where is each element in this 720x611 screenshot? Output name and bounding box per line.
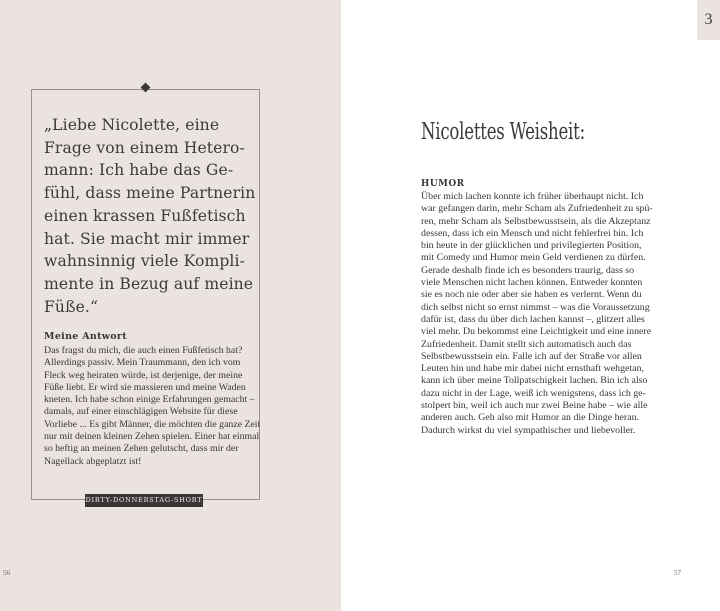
- section-heading: HUMOR: [421, 179, 465, 189]
- reader-question-quote: „Liebe Nicolette, eine Frage von einem Heteromann: Ich habe das Gefühl, dass meine Partnerin einen krassen Fußfetisch hat. Sie macht mir immer wahnsinnig viele Komplimente in Bezug auf meine Füße.“: [44, 116, 256, 316]
- page-number-right: 57: [674, 569, 681, 577]
- chapter-number: 3: [704, 11, 713, 28]
- page-title: Nicolettes Weisheit:: [421, 119, 585, 145]
- answer-heading: Meine Antwort: [44, 331, 127, 342]
- body-text: Über mich lachen konnte ich früher überhaupt nicht. Ich war gefangen darin, mehr Scham als Zufriedenheit zu spüren, mehr Scham als Selbstbewusstsein, als die Akzeptanz dessen, dass ich ein Mensch und nicht fehlerfrei bin. Ich bin heute in der glücklichen und privilegierten Position, mit Comedy und Humor mein Geld verdienen zu dürfen. Gerade deshalb finde ich es besonders traurig, dass so viele Menschen nicht lachen können. Entweder konnten sie es noch nie oder aber sie haben es verlernt. Wenn du dich selbst nicht so ernst nimmst – was die Voraussetzung dafür ist, dass du über dich lachen kannst –, glitzert alles viel mehr. Du bekommst eine Leichtigkeit und eine innere Zufriedenheit. Damit stellt sich automatisch auch das Selbstbewusstsein ein. Falle ich auf der Straße vor allen Leuten hin und habe mir dabei nicht ernsthaft wehgetan, kann ich über meine Tollpatschigkeit lachen. Bin ich also dazu nicht in der Lage, weiß ich wenigstens, dass ich gestolpert bin, weil ich auch nur zwei Beine habe – wie alle anderen auch. Geh also mit Humor an die Dinge heran. Dadurch wirkst du viel sympathischer und liebevoller.: [421, 191, 653, 436]
- answer-text: Das fragst du mich, die auch einen Fußfetisch hat? Allerdings passiv. Mein Traummann, den ich vom Fleck weg heiraten würde, ist derjenige, der meine Füße liebt. Er wird sie massieren und meine Waden kneten. Ich habe schon einige Erfahrungen gemacht – damals, auf einer einschlägigen Website für diese Vorliebe ... Es gibt Männer, die möchten die ganze Zeit nur mit deinen kleinen Zehen spielen. Einer hat einmal so heftig an meinen Zehen gelutscht, dass mir der Nagellack abgeplatzt ist!: [44, 345, 261, 467]
- chapter-tab: [697, 0, 720, 40]
- page-number-left: 56: [3, 569, 10, 577]
- section-tag: DIRTY-DONNERSTAG-SHORT: [85, 494, 203, 507]
